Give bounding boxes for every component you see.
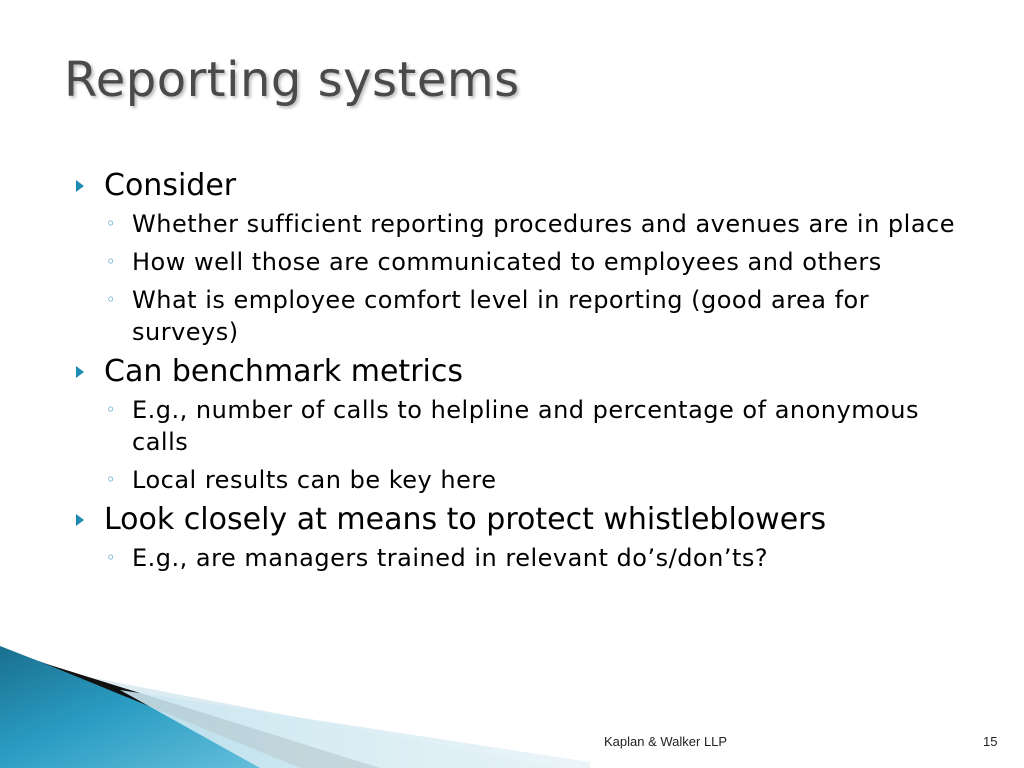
sub-bullet-list xyxy=(76,394,976,496)
sub-bullet-text: E.g., are managers trained in relevant do’s/don’ts? xyxy=(132,544,769,572)
bullet-item xyxy=(76,354,976,390)
bullet-item xyxy=(76,502,976,538)
bullet-text: Can benchmark metrics xyxy=(104,354,463,389)
triangle-bullet-icon xyxy=(76,366,84,378)
sub-bullet-text: Local results can be key here xyxy=(132,466,497,494)
footer-firm-name: Kaplan & Walker LLP xyxy=(604,734,728,749)
slide-number: 15 xyxy=(983,734,998,749)
sub-bullet-item xyxy=(76,246,976,278)
sub-bullet-text: What is employee comfort level in reporting (good area for surveys) xyxy=(132,286,870,346)
sub-bullet-item xyxy=(76,284,976,348)
sub-bullet-item xyxy=(76,208,976,240)
sub-bullet-item xyxy=(76,394,976,458)
triangle-bullet-icon xyxy=(76,180,84,192)
sub-bullet-text: Whether sufficient reporting procedures and avenues are in place xyxy=(132,210,955,238)
sub-bullet-list xyxy=(76,208,976,348)
bullet-text: Consider xyxy=(104,168,237,203)
sub-bullet-item xyxy=(76,464,976,496)
circle-bullet-icon: ◦ xyxy=(106,214,116,233)
bullet-item xyxy=(76,168,976,204)
sub-bullet-list xyxy=(76,542,976,574)
circle-bullet-icon: ◦ xyxy=(106,548,116,567)
bullet-list xyxy=(76,168,976,580)
circle-bullet-icon: ◦ xyxy=(106,252,116,271)
slide-title: Reporting systems xyxy=(64,52,520,108)
triangle-bullet-icon xyxy=(76,514,84,526)
circle-bullet-icon: ◦ xyxy=(106,290,116,309)
bullet-text: Look closely at means to protect whistleblowers xyxy=(104,502,827,537)
sub-bullet-text: E.g., number of calls to helpline and percentage of anonymous calls xyxy=(132,396,919,456)
sub-bullet-text: How well those are communicated to employees and others xyxy=(132,248,882,276)
circle-bullet-icon: ◦ xyxy=(106,400,116,419)
sub-bullet-item xyxy=(76,542,976,574)
circle-bullet-icon: ◦ xyxy=(106,470,116,489)
